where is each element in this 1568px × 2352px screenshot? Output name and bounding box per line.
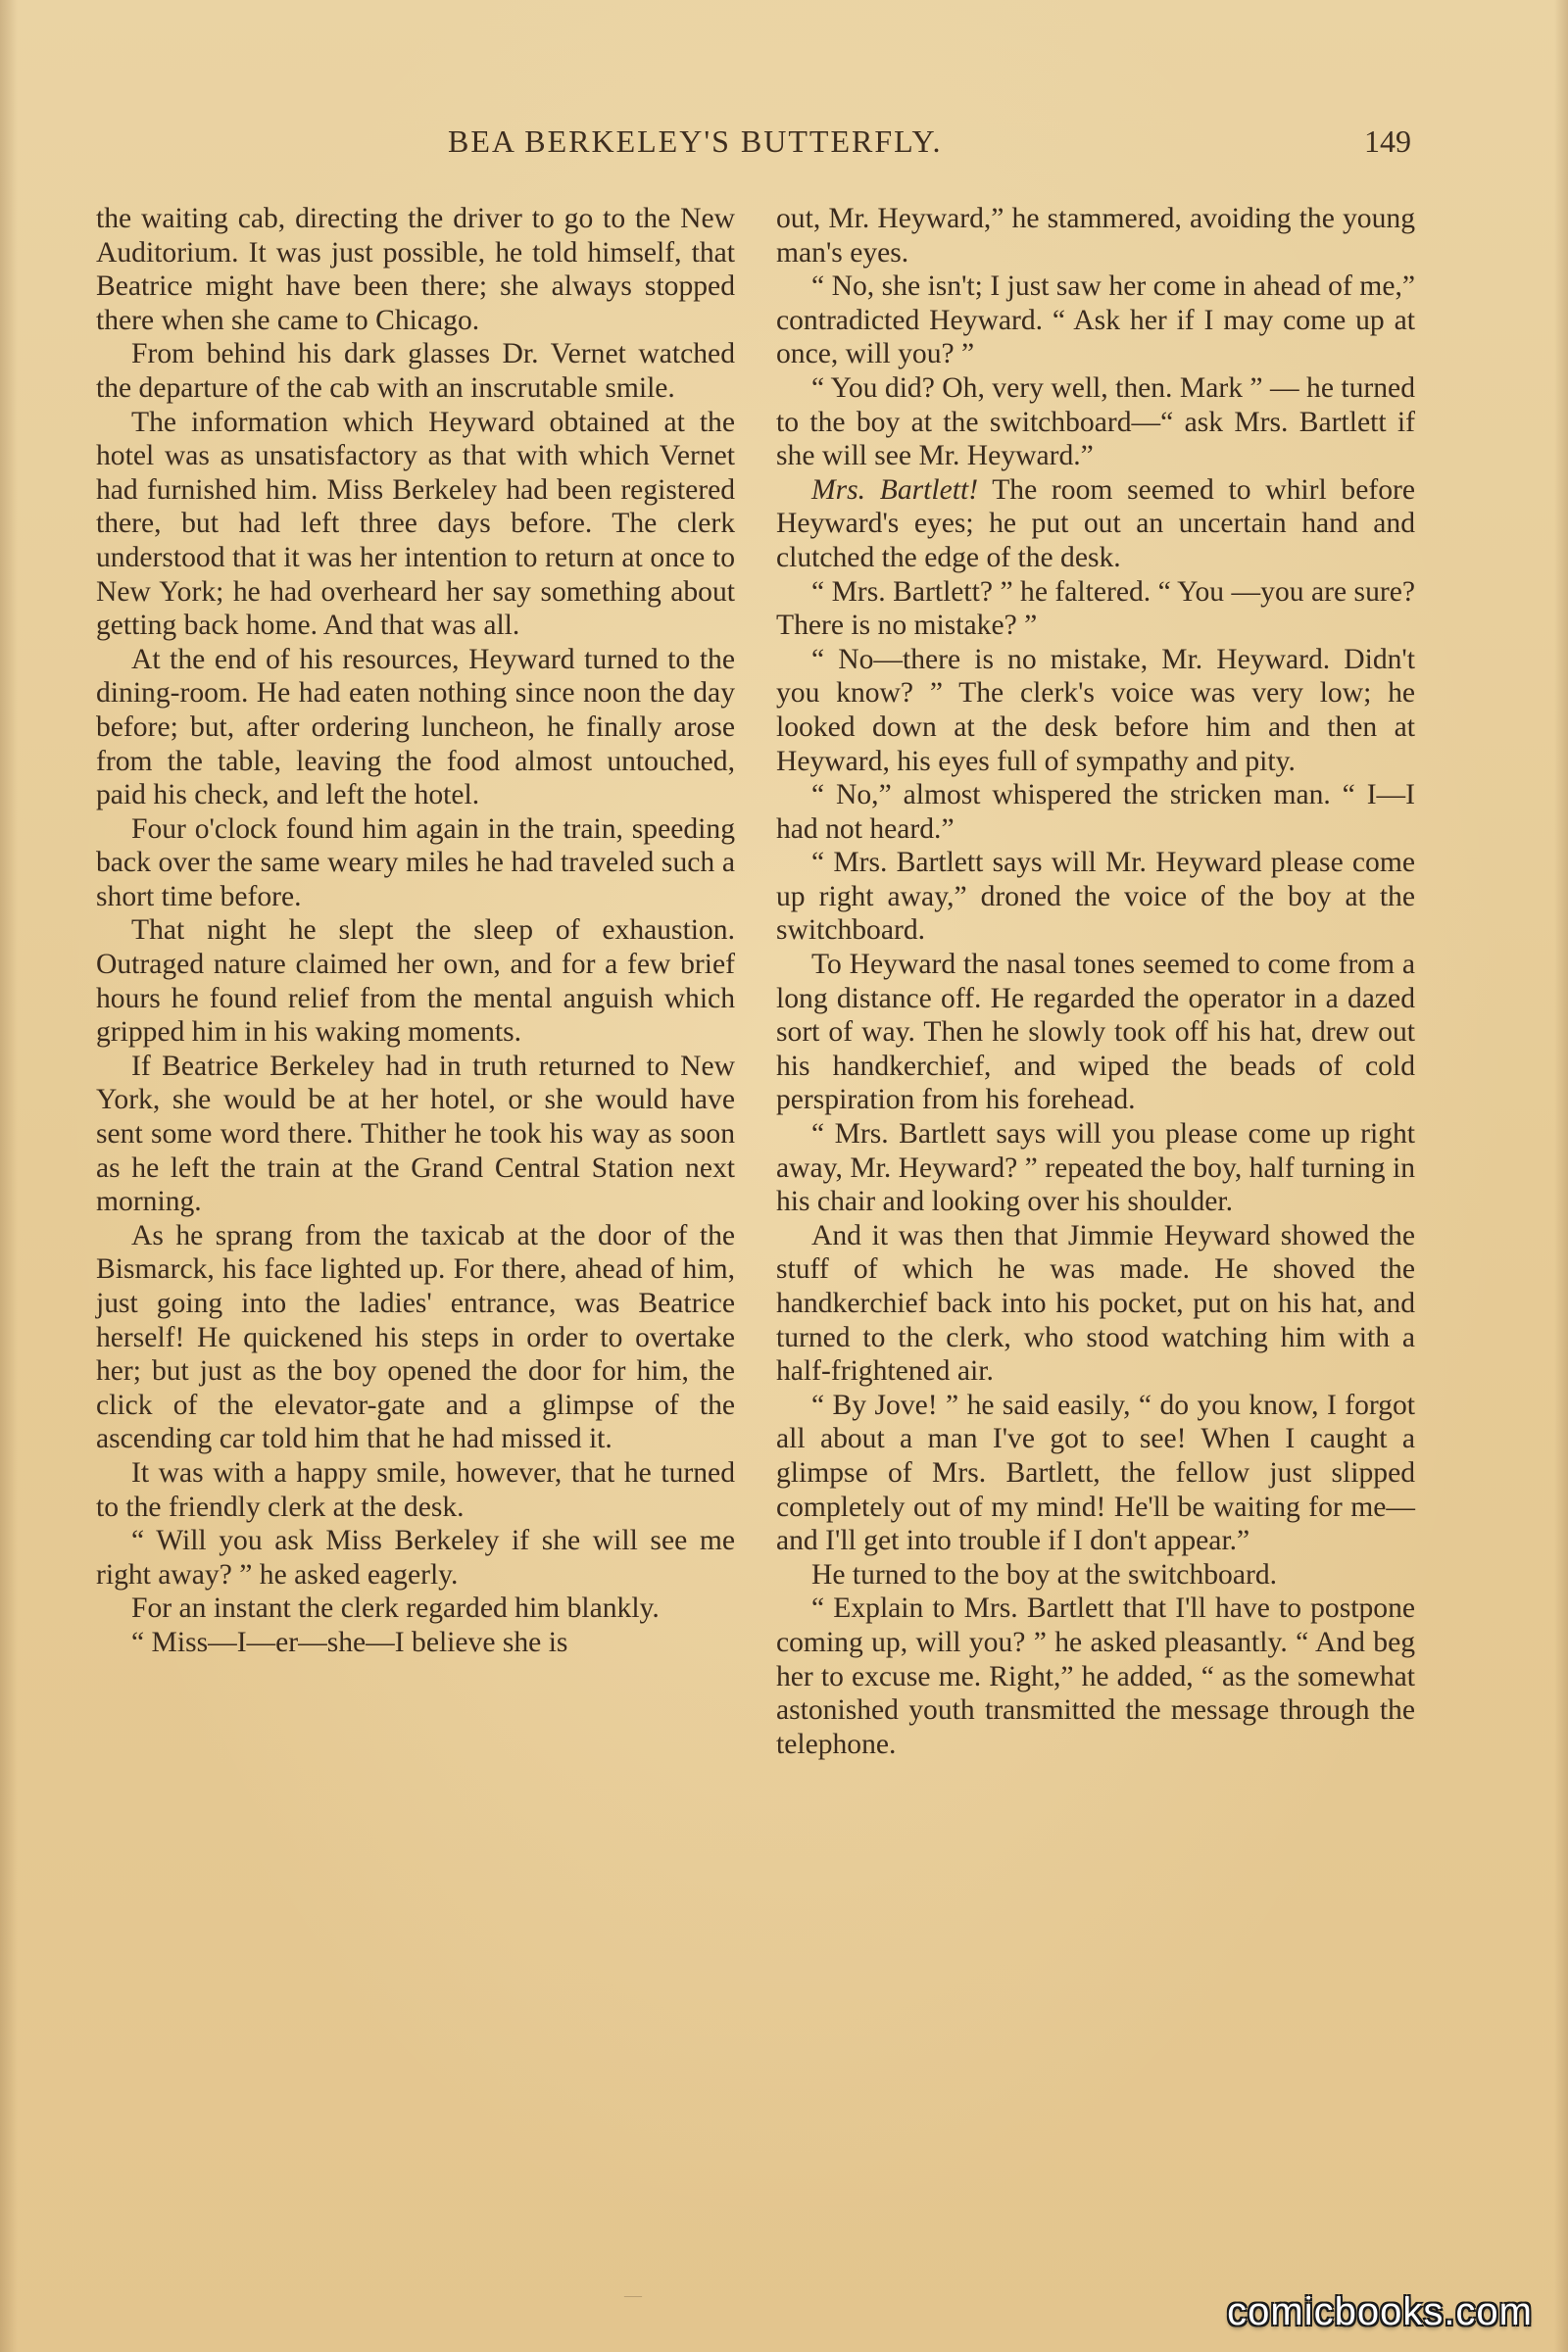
page-number: 149 [1364,123,1411,159]
paragraph [776,948,1415,1117]
paragraph [776,1558,1415,1592]
paragraph [776,1117,1415,1219]
paragraph [776,1219,1415,1389]
paragraph-text: That night he slept the sleep of exhaustion. Outraged nature claimed her own, and for a few brief hours he found relief from the mental anguish which gripped him in his waking moments. [96,914,735,1049]
paragraph [776,270,1415,371]
paragraph [776,1389,1415,1558]
paragraph [776,1592,1415,1761]
paragraph [776,643,1415,778]
paragraph [776,846,1415,948]
paragraph-text: As he sprang from the taxicab at the door of the Bismarck, his face lighted up. For there, ahead of him, just going into the ladies' entrance, was Beatrice herself! He quickened his steps in order to overtake her; but just as the boy opened the door for him, the click of the elevator-gate and a glimpse of the ascending car told him that he had missed it. [96,1219,735,1455]
paragraph-text: The room seemed to whirl before Heyward's eyes; he put out an uncertain hand and clutched the edge of the desk. [776,473,1415,573]
page-edge-left [0,0,18,2352]
running-head: BEA BERKELEY'S BUTTERFLY. [448,123,943,159]
paragraph [776,371,1415,473]
page-edge-right [1554,0,1568,2352]
paragraph [96,913,735,1049]
paragraph-text: “ No—there is no mistake, Mr. Heyward. Didn't you know? ” The clerk's voice was very low; he looked down at the desk before him and then at Heyward, his eyes full of sympathy and pity. [776,643,1415,777]
right-text-column [776,202,1415,1761]
paragraph-text: the waiting cab, directing the driver to go to the New Auditorium. It was just possible, he told himself, that Beatrice might have been there; she always stopped there when she came to Chicago. [96,203,735,336]
paragraph-text: “ No, she isn't; I just saw her come in ahead of me,” contradicted Heyward. “ Ask her if I may come up at once, will you? ” [776,270,1415,370]
paragraph-text: It was with a happy smile, however, that he turned to the friendly clerk at the desk. [96,1456,735,1523]
italic-lead: Mrs. Bartlett! [811,473,979,506]
paragraph [776,778,1415,846]
paragraph-text: If Beatrice Berkeley had in truth returned to New York, she would be at her hotel, or she would have sent some word there. Thither he took his way as soon as he left the train at the Grand Central Station next morning. [96,1050,735,1218]
paragraph [96,1456,735,1524]
paragraph [96,406,735,643]
footer-mark: — [624,2285,642,2305]
paragraph [96,202,735,337]
paragraph-text: “ Will you ask Miss Berkeley if she will see me right away? ” he asked eagerly. [96,1525,735,1591]
paragraph-text: “ Explain to Mrs. Bartlett that I'll have to postpone coming up, will you? ” he asked pleasantly. “ And beg her to excuse me. Right,” he added, “ as the somewhat astonished youth transmitted the message through the telephone. [776,1592,1415,1760]
paragraph [96,1592,735,1626]
paragraph-text: “ No,” almost whispered the stricken man. “ I—I had not heard.” [776,779,1415,845]
paragraph [776,202,1415,270]
paragraph-text: “ You did? Oh, very well, then. Mark ” — he turned to the boy at the switchboard—“ ask Mrs. Bartlett if she will see Mr. Heyward.” [776,371,1415,472]
paragraph [96,337,735,405]
paragraph-text: out, Mr. Heyward,” he stammered, avoiding the young man's eyes. [776,203,1415,269]
paragraph-text: “ Mrs. Bartlett? ” he faltered. “ You —you are sure? There is no mistake? ” [776,575,1415,642]
left-text-column [96,202,735,1660]
paragraph [96,812,735,914]
paragraph-text: From behind his dark glasses Dr. Vernet watched the departure of the cab with an inscrutable smile. [96,338,735,404]
paragraph [776,473,1415,575]
paragraph [96,1050,735,1219]
paragraph-text: The information which Heyward obtained at the hotel was as unsatisfactory as that with which Vernet had furnished him. Miss Berkeley had been registered there, but had left three days before. The clerk understood that it was her intention to return at once to New York; he had overheard her say something about getting back home. And that was all. [96,406,735,642]
paragraph-text: At the end of his resources, Heyward turned to the dining-room. He had eaten nothing since noon the day before; but, after ordering luncheon, he finally arose from the table, leaving the food almost untouched, paid his check, and left the hotel. [96,643,735,811]
paragraph [96,1524,735,1592]
paragraph [96,643,735,812]
paragraph [96,1219,735,1456]
paragraph-text: “ Miss—I—er—she—I believe she is [131,1626,568,1658]
paragraph-text: For an instant the clerk regarded him blankly. [131,1592,660,1625]
paragraph [776,575,1415,643]
paragraph-text: “ Mrs. Bartlett says will Mr. Heyward please come up right away,” droned the voice of the boy at the switchboard. [776,847,1415,947]
paragraph-text: “ By Jove! ” he said easily, “ do you know, I forgot all about a man I've got to see! When I caught a glimpse of Mrs. Bartlett, the fellow just slipped completely out of my mind! He'll be waiting for me—and I'll get into trouble if I don't appear.” [776,1389,1415,1557]
paragraph-text: He turned to the boy at the switchboard. [811,1558,1278,1591]
paragraph-text: Four o'clock found him again in the train, speeding back over the same weary miles he had traveled such a short time before. [96,812,735,912]
site-watermark: comicbooks.com [1227,2290,1533,2333]
paragraph-text: “ Mrs. Bartlett says will you please come up right away, Mr. Heyward? ” repeated the boy, half turning in his chair and looking over his shoulder. [776,1118,1415,1218]
paragraph-text: And it was then that Jimmie Heyward showed the stuff of which he was made. He shoved the handkerchief back into his pocket, put on his hat, and turned to the clerk, who stood watching him with a half-frightened air. [776,1219,1415,1388]
paragraph [96,1626,735,1660]
paragraph-text: To Heyward the nasal tones seemed to come from a long distance off. He regarded the operator in a dazed sort of way. Then he slowly took off his hat, drew out his handkerchief, and wiped the beads of cold perspiration from his forehead. [776,949,1415,1116]
